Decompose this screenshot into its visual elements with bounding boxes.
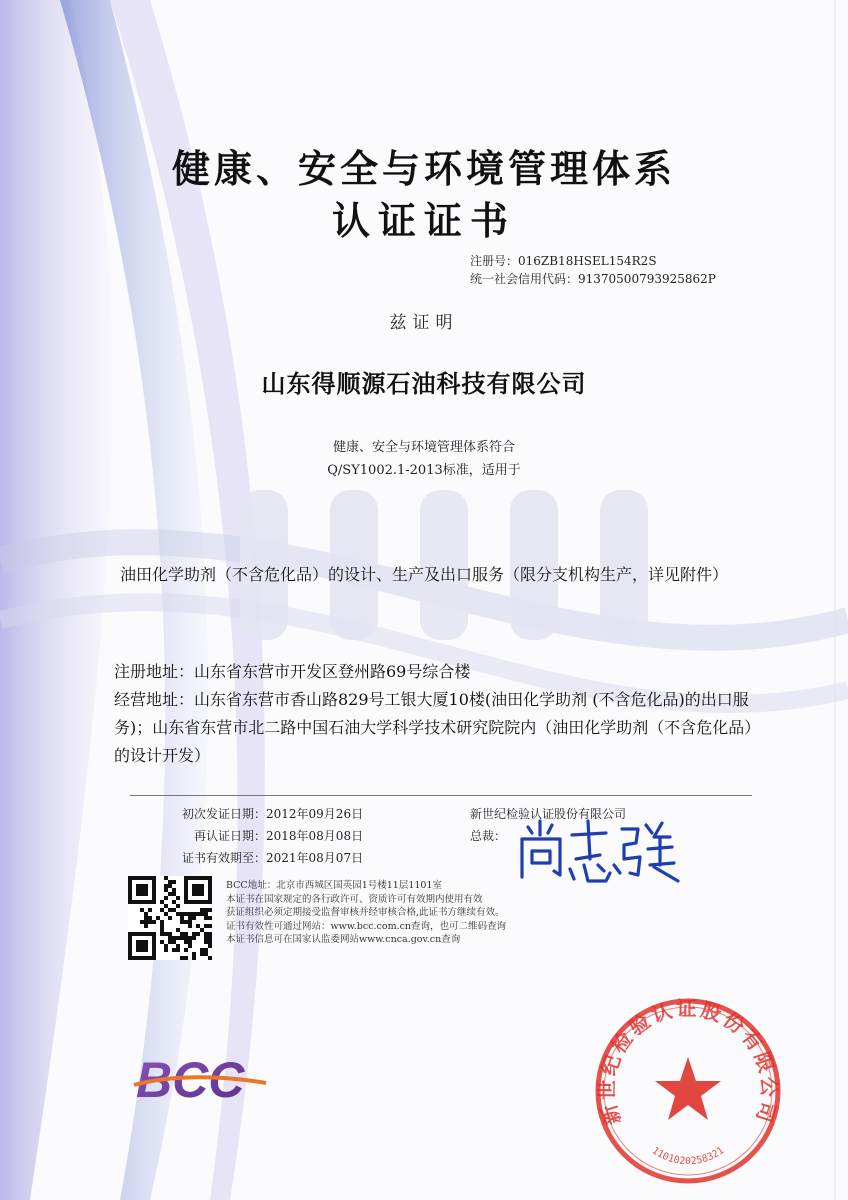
certify-text: 兹证明 — [389, 313, 459, 333]
valid-until-value: 2021年08月07日 — [266, 851, 364, 865]
company-name: 山东得顺源石油科技有限公司 — [261, 369, 587, 398]
bcc-logo — [130, 1045, 270, 1113]
registration-block — [470, 252, 716, 288]
bcc-logo-text: BCC — [136, 1052, 245, 1108]
divider — [130, 795, 752, 796]
note-line-validity: 本证书在国家规定的各行政许可、资质许可有效期内使用有效 — [226, 893, 483, 905]
credit-code: 统一社会信用代码：91370500793925862P — [470, 272, 716, 286]
svg-text:新世纪检验认证股份有限公司: 新世纪检验认证股份有限公司 — [594, 996, 782, 1128]
certificate-title-line2: 认证证书 — [331, 198, 516, 243]
certificate-title-line1: 健康、安全与环境管理体系 — [171, 146, 676, 191]
first-issue-row — [144, 803, 363, 825]
qr-code[interactable] — [128, 876, 212, 960]
certification-scope: 油田化学助剂（不含危化品）的设计、生产及出口服务（限分支机构生产，详见附件） — [119, 565, 728, 584]
business-address: 经营地址：山东省东营市香山路829号工银大厦10楼(油田化学助剂 (不含危化品)的出口服务)；山东省东营市北二路中国石油大学科学技术研究院院内（油田化学助剂（不含危化品）的设计开发） — [114, 690, 753, 765]
company-seal — [592, 995, 784, 1187]
certificate-notes — [226, 879, 586, 947]
conformance-statement — [0, 436, 848, 482]
first-issue-label: 初次发证日期： — [181, 807, 266, 821]
recert-value: 2018年08月08日 — [266, 829, 364, 843]
note-line-address: BCC地址：北京市西城区国英园1号楼11层1101室 — [226, 880, 443, 891]
address-block — [114, 658, 754, 770]
valid-until-row — [144, 847, 363, 869]
svg-text:1101020258321: 1101020258321 — [649, 1145, 727, 1168]
first-issue-value: 2012年09月26日 — [266, 807, 364, 821]
valid-until-label: 证书有效期至： — [181, 851, 266, 865]
note-line-website: 证书有效性可通过网站：www.bcc.com.cn查询，也可二维码查询 — [226, 920, 507, 932]
president-label: 总裁： — [470, 829, 507, 843]
issuer-org-name: 新世纪检验认证股份有限公司 — [470, 807, 627, 821]
recert-row — [144, 825, 363, 847]
note-line-cnca: 本证书信息可在国家认监委网站www.cnca.gov.cn查询 — [226, 934, 461, 945]
recert-label: 再认证日期： — [193, 829, 266, 843]
note-line-surveillance: 获证组织必须定期接受监督审核并经审核合格,此证书方继续有效。 — [226, 907, 505, 918]
dates-block — [144, 803, 363, 869]
registration-number: 注册号：016ZB18HSEL154R2S — [470, 254, 657, 268]
registered-address: 注册地址：山东省东营市开发区登州路69号综合楼 — [114, 662, 471, 681]
conformance-line1: 健康、安全与环境管理体系符合 — [332, 440, 515, 455]
conformance-line2: Q/SY1002.1-2013标准，适用于 — [327, 463, 521, 478]
